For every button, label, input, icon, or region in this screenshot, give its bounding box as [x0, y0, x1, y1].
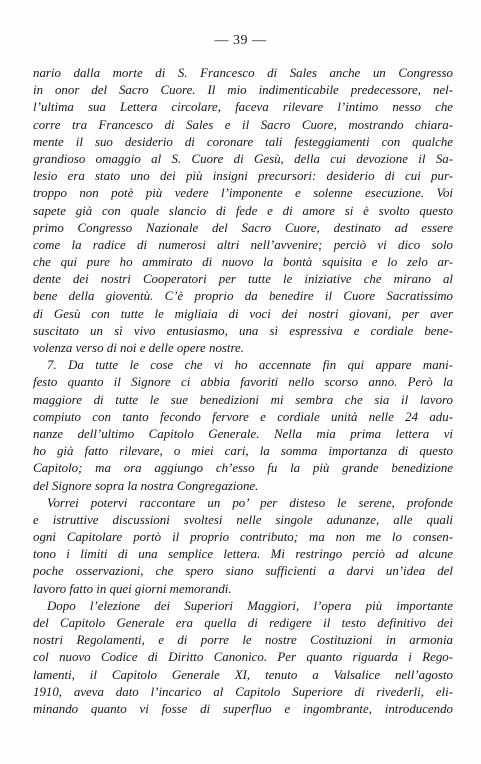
text-line: Dopo l’elezione dei Superiori Maggiori, l’opera più importante — [47, 598, 453, 613]
text-line: maggiore di tutte le sue benedizioni mi sembra che sia il lavoro — [33, 392, 453, 407]
text-line: 7. Da tutte le cose che vi ho accennate fin qui appare mani- — [47, 358, 453, 373]
text-line: del Signore sopra la nostra Congregazione. — [33, 478, 259, 493]
text-line: 1910, aveva dato l’incarico al Capitolo Superiore di rivederli, eli- — [33, 684, 453, 699]
text-line: ho già fatto rilevare, o miei cari, la somma importanza di questo — [33, 444, 453, 459]
body-text — [33, 65, 453, 718]
text-line: nostri Regolamenti, e di porre le nostre Costituzioni in armonia — [33, 633, 453, 648]
text-line: nario dalla morte di S. Francesco di Sales anche un Congresso — [33, 66, 453, 80]
text-line: corre tra Francesco di Sales e il Sacro Cuore, mostrando chiara- — [33, 117, 453, 132]
text-line: primo Congresso Nazionale del Sacro Cuore, destinato ad essere — [33, 220, 453, 235]
text-line: l’ultima sua Lettera circolare, faceva rilevare l’intimo nesso che — [33, 100, 453, 115]
text-line: Capitolo; ma ora aggiungo ch’esso fu la più grande benedizione — [33, 461, 453, 476]
text-line: dente dei nostri Cooperatori per tutte le iniziative che mirano al — [33, 272, 453, 287]
text-line: poche osservazioni, che spero siano sufficienti a darvi un’idea del — [33, 564, 453, 579]
text-line: ogni Capitolare portò il proprio contributo; ma non me lo consen- — [33, 530, 453, 545]
text-line: minando quanto vi fosse di superfluo e ingombrante, introducendo — [33, 701, 453, 716]
text-line: lesio era stato uno dei più insigni precursori: desiderio di cui pur- — [33, 169, 453, 184]
text-line: troppo non potè più vedere l’imponente e solenne esecuzione. Voi — [33, 186, 453, 201]
text-line: festo quanto il Signore ci abbia favoriti nello scorso anno. Però la — [33, 375, 453, 390]
text-line: e istruttive discussioni svoltesi nelle singole adunanze, alle quali — [33, 512, 453, 527]
text-line: che qui pure ho ammirato di nuovo la bontà squisita e lo zelo ar- — [33, 255, 453, 270]
text-line: tono i limiti di una semplice lettera. Mi restringo perciò ad alcune — [33, 547, 453, 562]
text-line: bene della gioventù. C’è proprio da benedire il Cuore Sacratissimo — [33, 289, 453, 304]
text-line: come la radice di numerosi altri nell’avvenire; perciò vi dico solo — [33, 237, 453, 252]
text-line: in onor del Sacro Cuore. Il mio indimenticabile predecessore, nel- — [33, 83, 453, 98]
text-line: di Gesù con tutte le migliaia di voci dei nostri giovani, per aver — [33, 306, 453, 321]
text-line: mente il suo desiderio di coronare tali festeggiamenti con qualche — [33, 134, 453, 149]
text-line: compiuto con tanto fecondo fervore e cordiale unità nelle 24 adu- — [33, 409, 453, 424]
page-number: — 39 — — [214, 33, 267, 48]
text-line: Vorrei potervi raccontare un po’ per disteso le serene, profonde — [47, 495, 453, 510]
text-line: nanze dell’ultimo Capitolo Generale. Nella mia prima lettera vi — [33, 426, 453, 441]
text-line: volenza verso di noi e delle opere nostre. — [33, 341, 244, 355]
text-line: suscitato un sì vivo entusiasmo, una sì espressiva e cordiale bene- — [33, 323, 453, 338]
text-line: grandioso omaggio al S. Cuore di Gesù, della cui devozione il Sa- — [33, 151, 453, 166]
text-line: del Capitolo Generale era quella di redigere il testo definitivo dei — [33, 616, 453, 630]
text-line: lavoro fatto in quei giorni memorandi. — [33, 581, 232, 596]
text-line: sapete già con quale slancio di fede e di amore si è svolto questo — [33, 203, 453, 218]
text-line: col nuovo Codice di Diritto Canonico. Per quanto riguarda i Rego- — [33, 650, 453, 665]
text-line: lamenti, il Capitolo Generale XI, tenuto a Valsalice nell’agosto — [33, 667, 453, 682]
